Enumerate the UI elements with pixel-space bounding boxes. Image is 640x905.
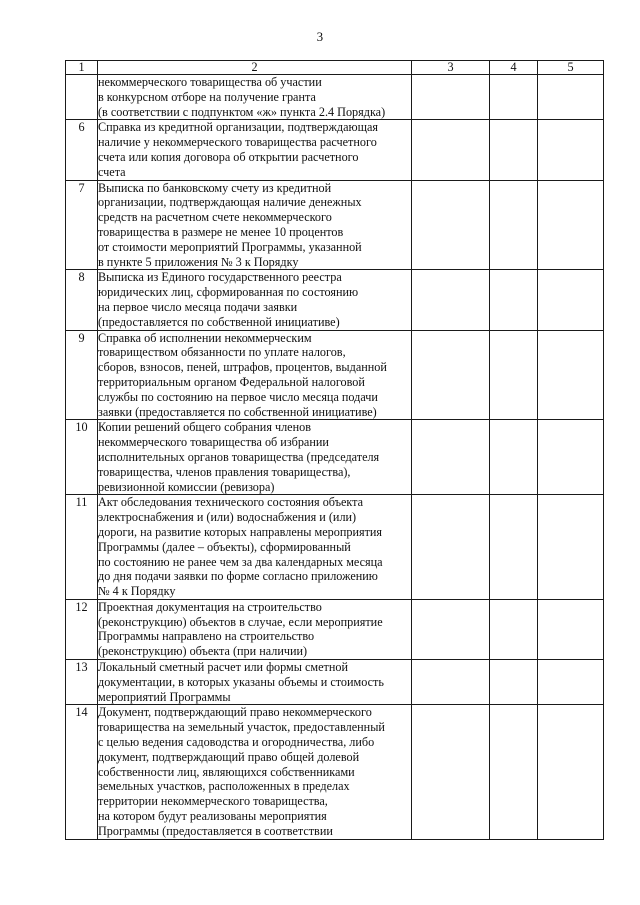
document-description (98, 660, 412, 705)
description-line: (реконструкцию) объекта (при наличии) (98, 644, 308, 659)
empty-cell-col5 (538, 120, 604, 180)
table-row (66, 180, 604, 270)
empty-cell-col4 (490, 420, 538, 495)
description-line: мероприятий Программы (98, 689, 231, 704)
empty-cell-col5 (538, 495, 604, 600)
description-line: Выписка из Единого государственного реестра (98, 270, 342, 285)
row-number: 12 (66, 599, 98, 659)
description-line: некоммерческого товарищества об участии (98, 75, 322, 89)
description-line: исполнительных органов товарищества (председателя (98, 449, 380, 464)
document-description (98, 599, 412, 659)
empty-cell-col4 (490, 660, 538, 705)
table-row (66, 495, 604, 600)
description-line: (в соответствии с подпунктом «ж» пункта 2.4 Порядка) (98, 104, 386, 119)
empty-cell-col4 (490, 180, 538, 270)
table-row (66, 120, 604, 180)
description-line: до дня подачи заявки по форме согласно приложению (98, 569, 378, 584)
description-line: товарищества в размере не менее 10 процентов (98, 224, 344, 239)
row-number: 14 (66, 705, 98, 839)
description-line: документ, подтверждающий право общей долевой (98, 749, 360, 764)
header-col-5: 5 (538, 61, 604, 75)
document-description (98, 495, 412, 600)
empty-cell-col3 (412, 705, 490, 839)
description-line: счета (98, 164, 126, 179)
empty-cell-col3 (412, 180, 490, 270)
document-description (98, 705, 412, 839)
description-line: Документ, подтверждающий право некоммерческого (98, 705, 372, 720)
description-line: Справка из кредитной организации, подтверждающая (98, 120, 379, 135)
table-row (66, 660, 604, 705)
header-col-4: 4 (490, 61, 538, 75)
empty-cell-col3 (412, 120, 490, 180)
description-line: на первое число месяца подачи заявки (98, 299, 298, 314)
description-line: Программы направлено на строительство (98, 629, 315, 644)
empty-cell-col4 (490, 705, 538, 839)
description-line: Копии решений общего собрания членов (98, 420, 311, 435)
row-number: 8 (66, 270, 98, 330)
row-number: 9 (66, 330, 98, 420)
description-line: ревизионной комиссии (ревизора) (98, 479, 275, 494)
description-line: Локальный сметный расчет или формы сметной (98, 660, 348, 675)
description-line: Справка об исполнении некоммерческим (98, 330, 312, 345)
empty-cell-col5 (538, 660, 604, 705)
description-line: Выписка по банковскому счету из кредитной (98, 180, 332, 195)
empty-cell-col4 (490, 599, 538, 659)
table-row (66, 330, 604, 420)
description-line: в конкурсном отборе на получение гранта (98, 89, 316, 104)
description-line: организации, подтверждающая наличие денежных (98, 195, 362, 210)
empty-cell-col3 (412, 270, 490, 330)
table-row (66, 270, 604, 330)
description-line: товарищества на земельный участок, предоставленный (98, 720, 385, 735)
documents-table (65, 60, 604, 840)
empty-cell-col3 (412, 330, 490, 420)
document-description (98, 270, 412, 330)
empty-cell-col5 (538, 330, 604, 420)
empty-cell-col3 (412, 599, 490, 659)
table-row (66, 420, 604, 495)
document-description (98, 420, 412, 495)
row-number: 6 (66, 120, 98, 180)
header-col-3: 3 (412, 61, 490, 75)
empty-cell-col3 (412, 660, 490, 705)
description-line: с целью ведения садоводства и огородничества, либо (98, 735, 375, 750)
table-header-row (66, 61, 604, 75)
header-col-1: 1 (66, 61, 98, 75)
description-line: счета или копия договора об открытии расчетного (98, 149, 359, 164)
empty-cell-col4 (490, 75, 538, 120)
description-line: наличие у некоммерческого товарищества расчетного (98, 135, 377, 150)
description-line: средств на расчетном счете некоммерческого (98, 210, 332, 225)
description-line: Акт обследования технического состояния объекта (98, 495, 364, 510)
description-line: территории некоммерческого товарищества, (98, 794, 328, 809)
description-line: земельных участков, расположенных в пределах (98, 779, 350, 794)
empty-cell-col4 (490, 330, 538, 420)
table-row (66, 705, 604, 839)
document-description (98, 180, 412, 270)
description-line: дороги, на развитие которых направлены мероприятия (98, 524, 383, 539)
description-line: Программы (далее – объекты), сформированный (98, 539, 351, 554)
row-number: 13 (66, 660, 98, 705)
description-line: товариществом обязанности по уплате налогов, (98, 345, 346, 360)
empty-cell-col5 (538, 180, 604, 270)
empty-cell-col4 (490, 495, 538, 600)
empty-cell-col3 (412, 75, 490, 120)
page-number: 3 (316, 29, 324, 44)
empty-cell-col5 (538, 705, 604, 839)
empty-cell-col5 (538, 599, 604, 659)
empty-cell-col5 (538, 420, 604, 495)
document-description (98, 120, 412, 180)
description-line: заявки (предоставляется по собственной инициативе) (98, 404, 377, 419)
empty-cell-col4 (490, 120, 538, 180)
document-description (98, 75, 412, 120)
description-line: собственности лиц, являющихся собственниками (98, 764, 355, 779)
header-col-2: 2 (98, 61, 412, 75)
description-line: некоммерческого товарищества об избрании (98, 435, 329, 450)
description-line: Проектная документация на строительство (98, 599, 322, 614)
description-line: электроснабжения и (или) водоснабжения и (или) (98, 510, 357, 525)
row-number (66, 75, 98, 120)
description-line: в пункте 5 приложения № 3 к Порядку (98, 254, 299, 269)
description-line: (реконструкцию) объектов в случае, если мероприятие (98, 614, 383, 629)
description-line: службы по состоянию на первое число месяца подачи (98, 389, 378, 404)
description-line: на котором будут реализованы мероприятия (98, 809, 327, 824)
description-line: (предоставляется по собственной инициативе) (98, 314, 340, 329)
empty-cell-col5 (538, 75, 604, 120)
description-line: № 4 к Порядку (98, 584, 176, 599)
table-row (66, 75, 604, 120)
description-line: сборов, взносов, пеней, штрафов, процентов, выданной (98, 360, 387, 375)
description-line: от стоимости мероприятий Программы, указанной (98, 239, 362, 254)
empty-cell-col3 (412, 495, 490, 600)
description-line: по состоянию не ранее чем за два календарных месяца (98, 554, 383, 569)
table-body (66, 75, 604, 840)
description-line: товарищества, членов правления товарищества), (98, 464, 351, 479)
description-line: территориальным органом Федеральной налоговой (98, 374, 365, 389)
empty-cell-col5 (538, 270, 604, 330)
row-number: 7 (66, 180, 98, 270)
empty-cell-col3 (412, 420, 490, 495)
table-row (66, 599, 604, 659)
description-line: документации, в которых указаны объемы и стоимость (98, 674, 384, 689)
row-number: 11 (66, 495, 98, 600)
empty-cell-col4 (490, 270, 538, 330)
description-line: Программы (предоставляется в соответствии (98, 823, 333, 838)
description-line: юридических лиц, сформированная по состоянию (98, 285, 359, 300)
row-number: 10 (66, 420, 98, 495)
document-description (98, 330, 412, 420)
